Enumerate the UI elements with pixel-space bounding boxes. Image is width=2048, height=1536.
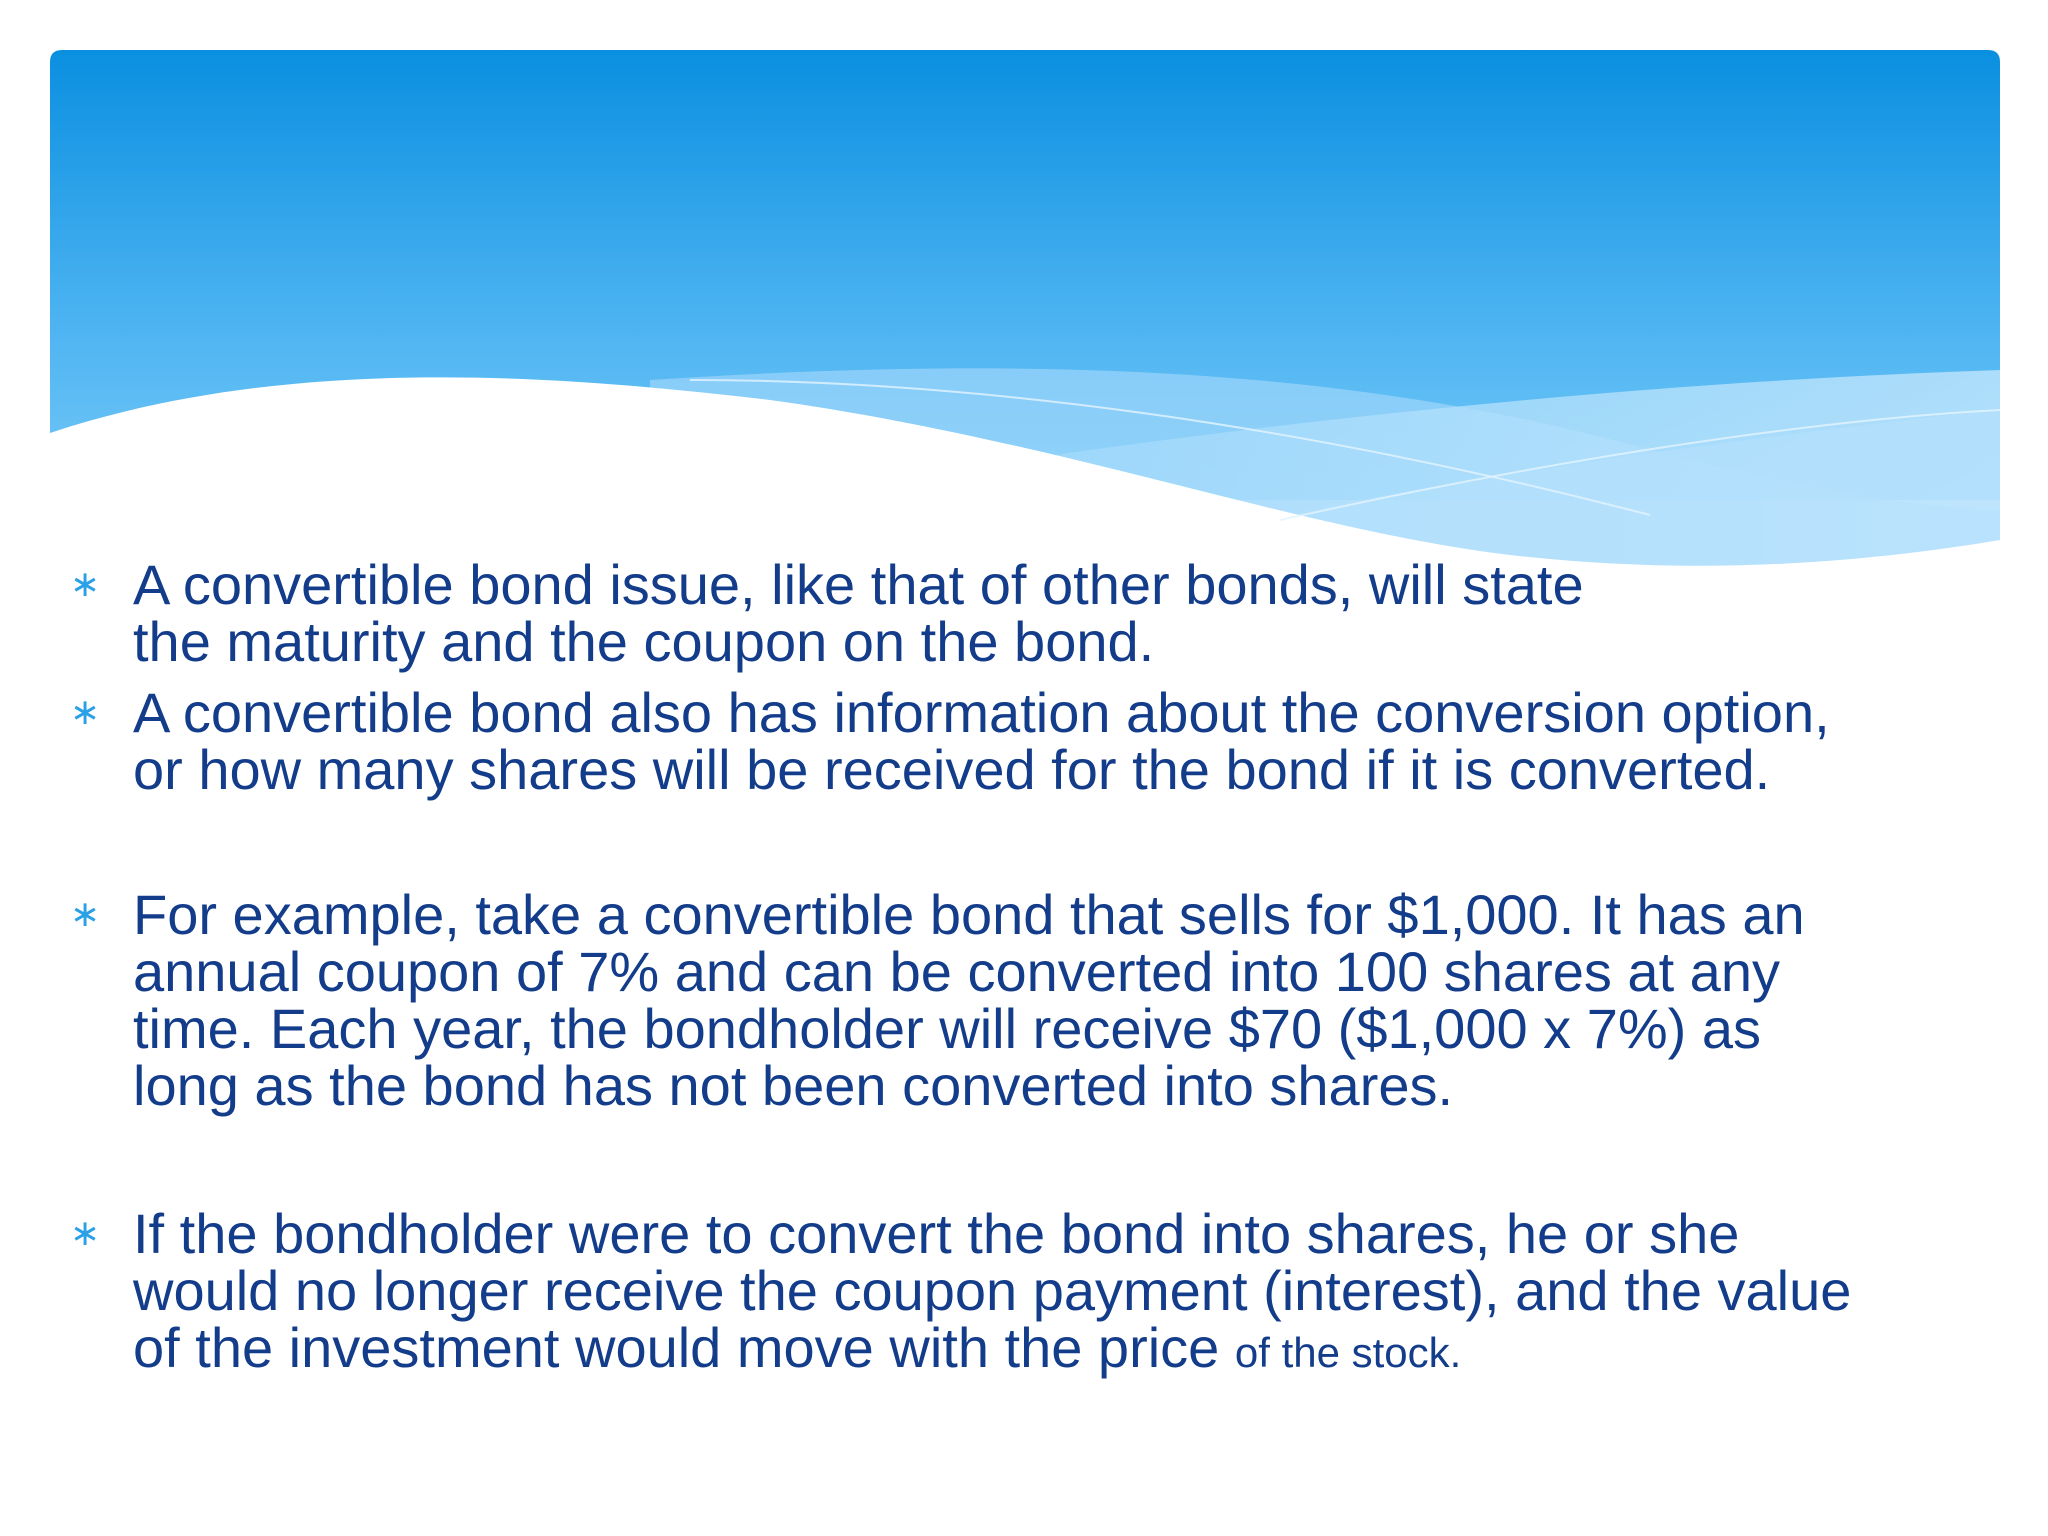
bullet-3-line-3: time. Each year, the bondholder will receive $70 ($1,000 x 7%) as: [133, 997, 1762, 1060]
bullet-item-1: [70, 553, 1990, 673]
asterisk-bullet-icon: ∗: [70, 1213, 101, 1254]
bullet-4-small-tail: of the stock.: [1234, 1329, 1462, 1376]
bullet-list: [70, 553, 1990, 1381]
bullet-item-2: [70, 681, 1990, 801]
bullet-3-line-4: long as the bond has not been converted into shares.: [133, 1054, 1454, 1117]
bullet-item-4: [70, 1202, 1990, 1381]
asterisk-bullet-icon: ∗: [70, 564, 101, 605]
bullet-4-line-3-main: of the investment would move with the price: [133, 1316, 1220, 1379]
bullet-2-line-2: or how many shares will be received for the bond if it is converted.: [133, 738, 1771, 801]
bullet-4-line-3: [133, 1316, 1990, 1381]
bullet-2-line-1: A convertible bond also has information about the conversion option,: [133, 681, 1830, 744]
header-wave-banner: [50, 50, 2000, 570]
bullet-4-line-1: If the bondholder were to convert the bond into shares, he or she: [133, 1202, 1740, 1265]
bullet-3-line-1: For example, take a convertible bond that sells for $1,000. It has an: [133, 883, 1805, 946]
bullet-4-line-2: would no longer receive the coupon payment (interest), and the value: [133, 1259, 1852, 1322]
bullet-1-line-1: A convertible bond issue, like that of other bonds, will state: [133, 553, 1584, 616]
bullet-3-line-2: annual coupon of 7% and can be converted into 100 shares at any: [133, 940, 1780, 1003]
bullet-item-3: [70, 883, 1990, 1117]
bullet-1-line-2: the maturity and the coupon on the bond.: [133, 610, 1155, 673]
asterisk-bullet-icon: ∗: [70, 692, 101, 733]
asterisk-bullet-icon: ∗: [70, 894, 101, 935]
